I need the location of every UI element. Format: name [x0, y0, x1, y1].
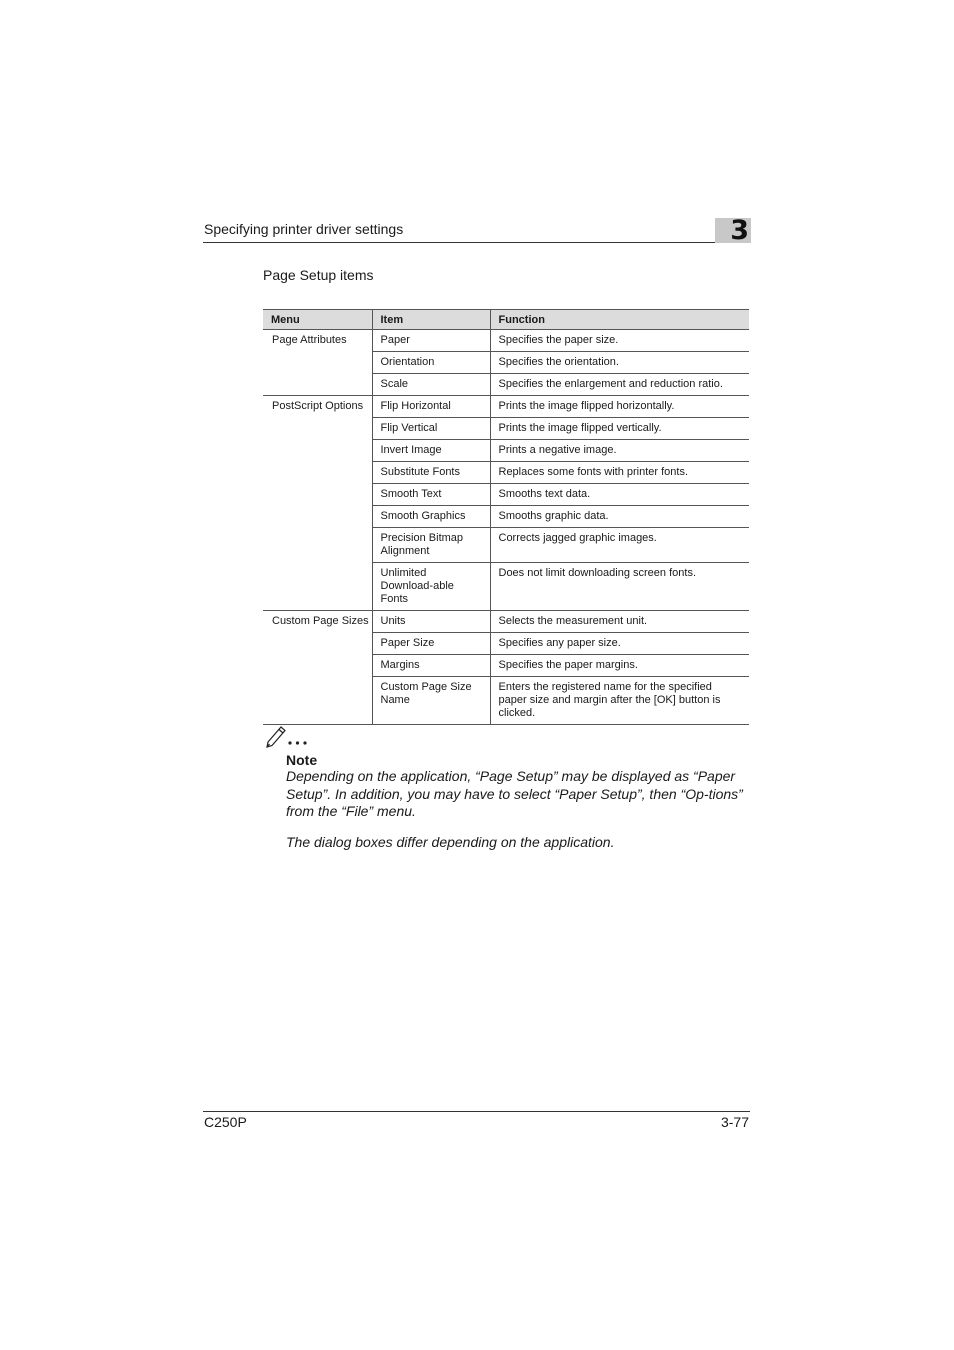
note-paragraph: The dialog boxes differ depending on the application.: [286, 834, 615, 850]
table-header-row: [263, 310, 749, 330]
function-cell: Replaces some fonts with printer fonts.: [490, 462, 749, 484]
item-cell: Units: [372, 611, 490, 633]
function-cell: Specifies the enlargement and reduction ratio.: [490, 374, 749, 396]
footer-page-number: 3-77: [720, 1114, 749, 1130]
pencil-note-icon: [264, 722, 312, 748]
function-cell: Smooths text data.: [490, 484, 749, 506]
note-label: Note: [286, 752, 318, 768]
function-cell: Does not limit downloading screen fonts.: [490, 563, 749, 611]
table-row: [263, 396, 749, 418]
item-cell: Paper Size: [372, 633, 490, 655]
column-header-item: Item: [372, 310, 490, 330]
function-cell: Prints the image flipped horizontally.: [490, 396, 749, 418]
function-cell: Selects the measurement unit.: [490, 611, 749, 633]
note-paragraph: Depending on the application, “Page Setup” may be displayed as “Paper Setup”. In addition, you may have to select “Paper Setup”, then “Op-tions” from the “File” menu.: [286, 768, 743, 819]
function-cell: Prints a negative image.: [490, 440, 749, 462]
menu-cell: PostScript Options: [263, 396, 372, 611]
item-cell: Paper: [372, 330, 490, 352]
menu-cell: Custom Page Sizes: [263, 611, 372, 725]
table-row: [263, 611, 749, 633]
table-row: [263, 330, 749, 352]
chapter-badge: [715, 215, 751, 246]
function-cell: Prints the image flipped vertically.: [490, 418, 749, 440]
column-header-function: Function: [490, 310, 749, 330]
item-cell: Smooth Graphics: [372, 506, 490, 528]
item-cell: Custom Page Size Name: [372, 677, 490, 725]
function-cell: Specifies any paper size.: [490, 633, 749, 655]
menu-cell: Page Attributes: [263, 330, 372, 396]
item-cell: Orientation: [372, 352, 490, 374]
footer-divider: [203, 1111, 750, 1112]
item-cell: Substitute Fonts: [372, 462, 490, 484]
page-header: [203, 216, 750, 243]
item-cell: Flip Horizontal: [372, 396, 490, 418]
page-setup-table: [263, 309, 749, 725]
header-title: Specifying printer driver settings: [204, 221, 404, 237]
item-cell: Margins: [372, 655, 490, 677]
function-cell: Smooths graphic data.: [490, 506, 749, 528]
function-cell: Specifies the orientation.: [490, 352, 749, 374]
function-cell: Corrects jagged graphic images.: [490, 528, 749, 563]
function-cell: Specifies the paper size.: [490, 330, 749, 352]
item-cell: Flip Vertical: [372, 418, 490, 440]
function-cell: Enters the registered name for the specified paper size and margin after the [OK] button is clicked.: [490, 677, 749, 725]
column-header-menu: Menu: [263, 310, 372, 330]
item-cell: Precision Bitmap Alignment: [372, 528, 490, 563]
item-cell: Smooth Text: [372, 484, 490, 506]
item-cell: Unlimited Download-able Fonts: [372, 563, 490, 611]
section-title: Page Setup items: [263, 267, 374, 283]
footer-model: C250P: [204, 1114, 247, 1130]
item-cell: Scale: [372, 374, 490, 396]
item-cell: Invert Image: [372, 440, 490, 462]
chapter-number: 3: [730, 215, 749, 246]
function-cell: Specifies the paper margins.: [490, 655, 749, 677]
